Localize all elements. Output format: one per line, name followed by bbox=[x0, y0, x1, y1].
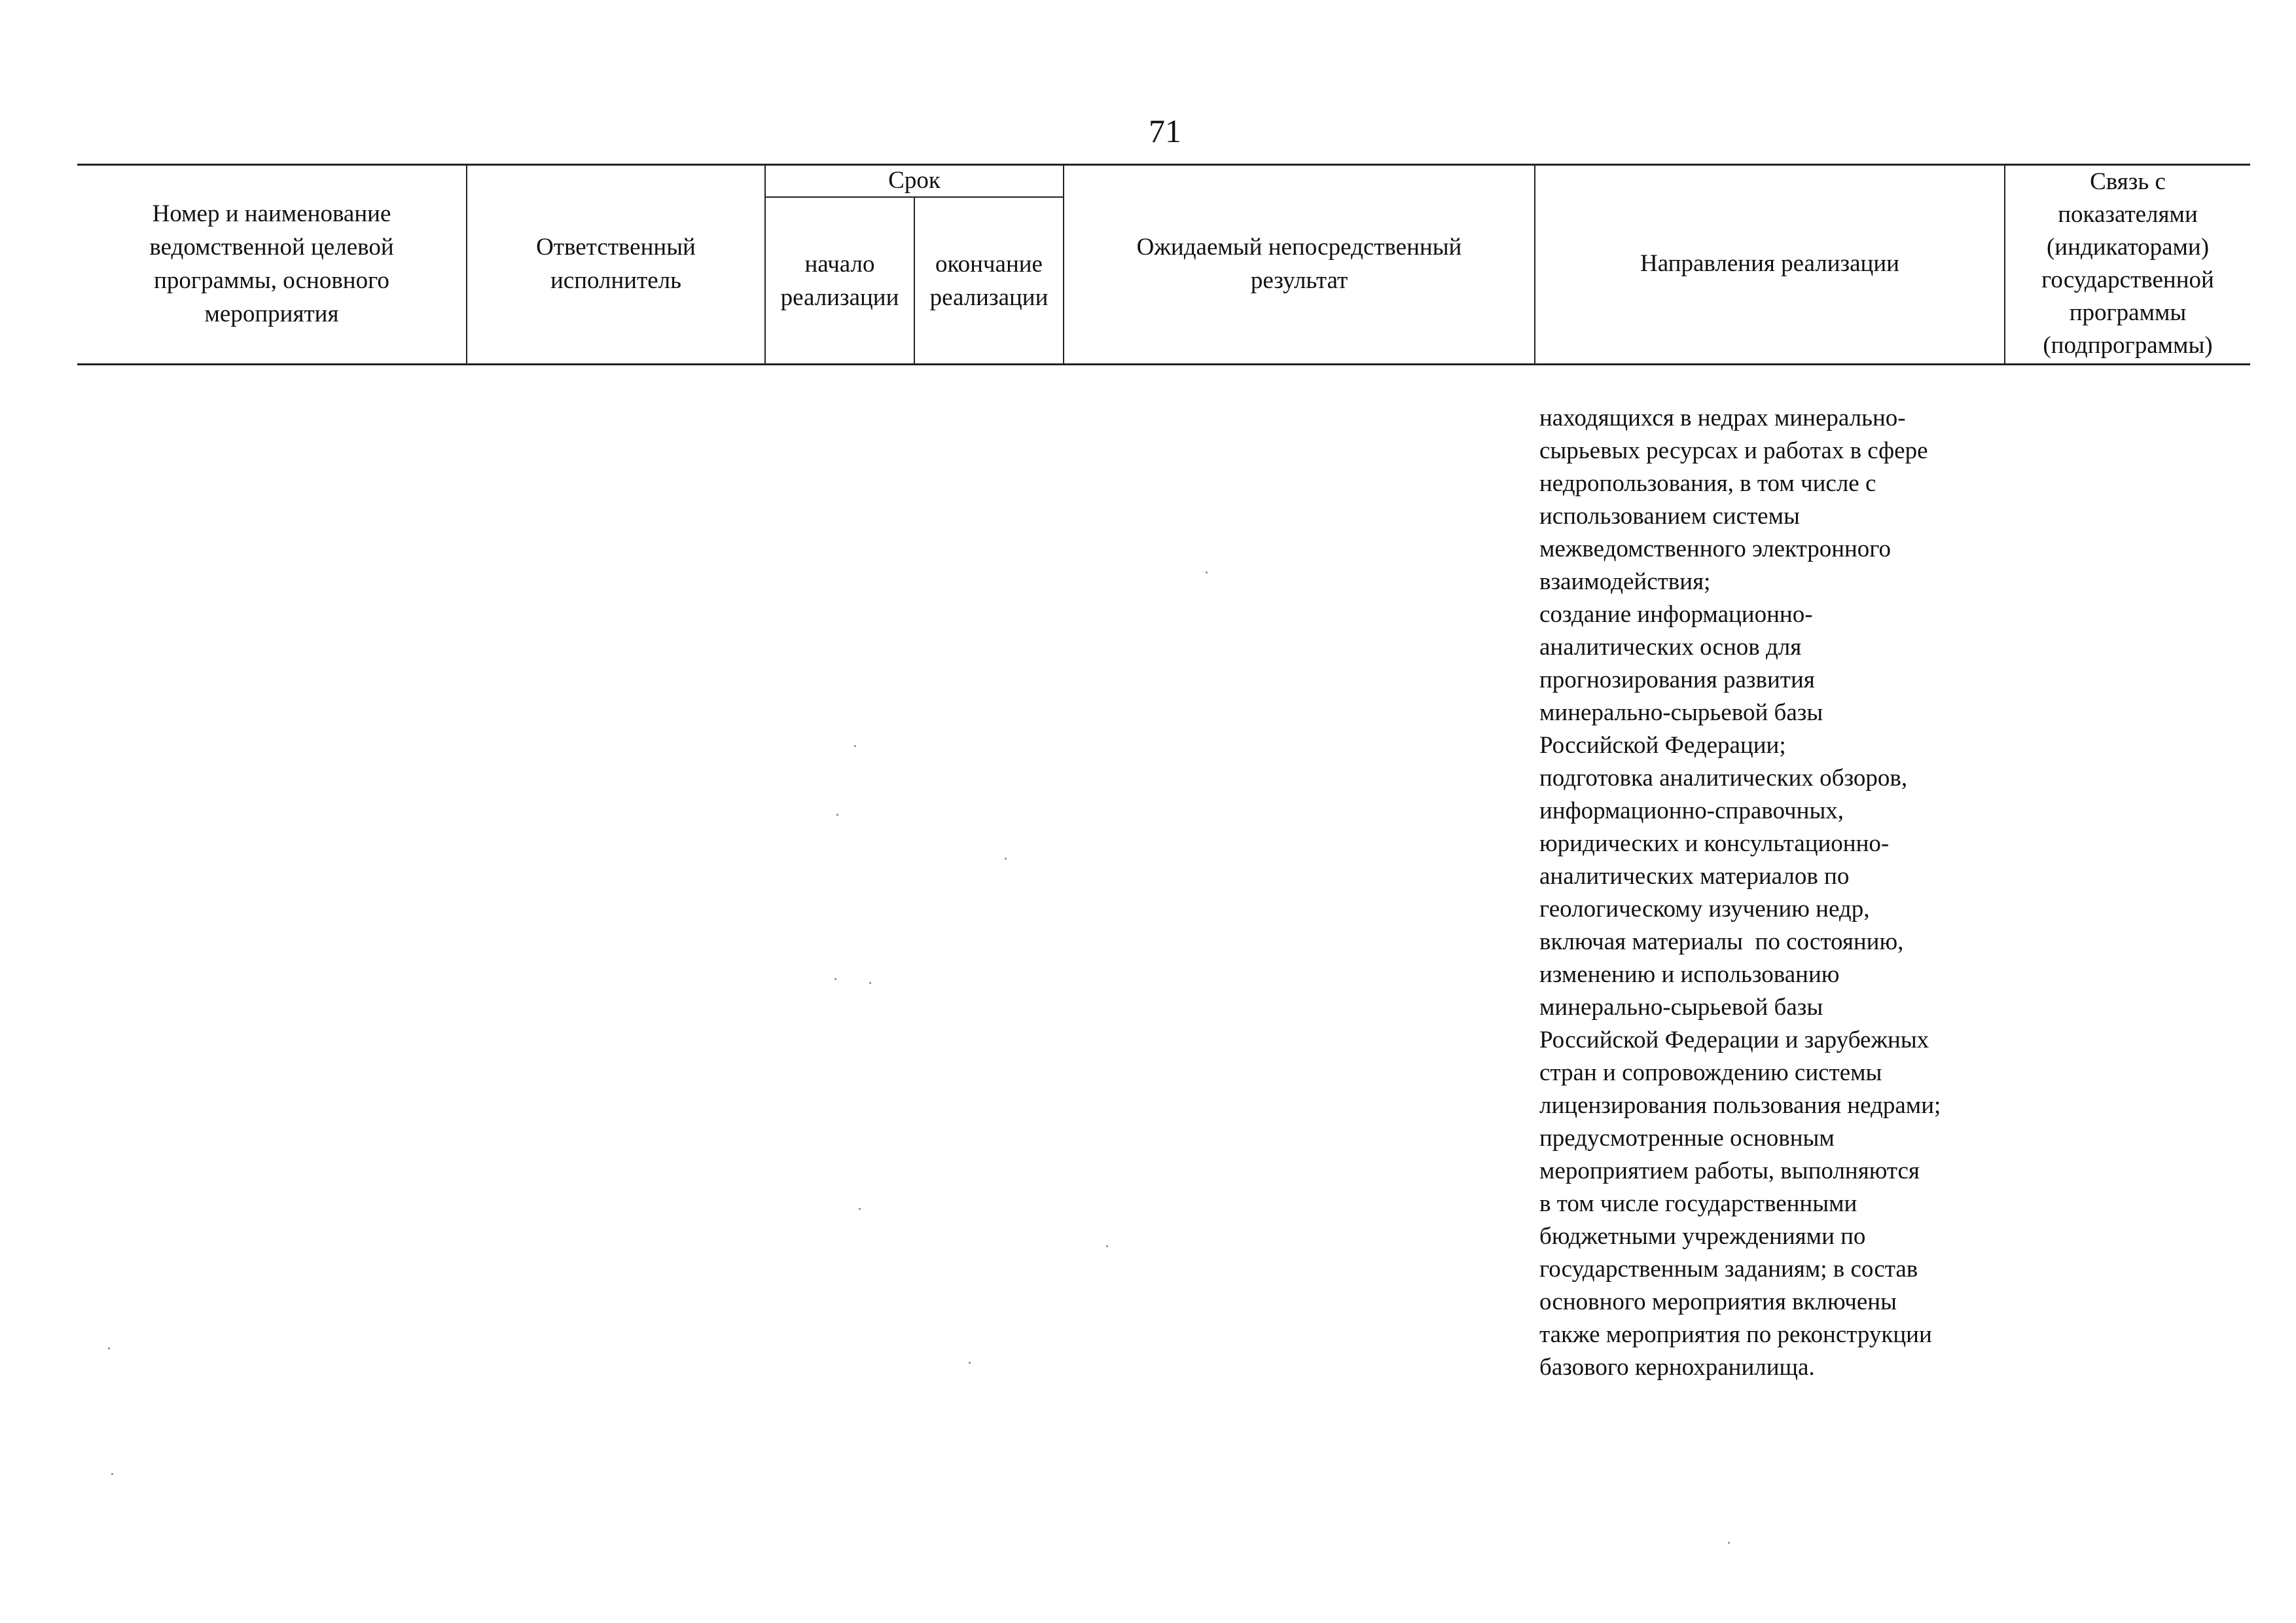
header-start-line: начало bbox=[804, 250, 875, 278]
header-link-line: (индикаторами) bbox=[2046, 233, 2210, 261]
header-program-line: мероприятия bbox=[204, 300, 339, 327]
directions-line: в том числе государственными bbox=[1539, 1190, 1857, 1217]
directions-line: взаимодействия; bbox=[1539, 568, 1711, 595]
directions-line: минерально-сырьевой базы bbox=[1539, 699, 1823, 726]
directions-line: включая материалы по состоянию, bbox=[1539, 928, 1904, 955]
header-program bbox=[77, 164, 466, 363]
directions-line: бюджетными учреждениями по bbox=[1539, 1223, 1866, 1250]
directions-line: также мероприятия по реконструкции bbox=[1539, 1321, 1932, 1348]
scan-speck bbox=[869, 982, 871, 984]
directions-line: юридических и консультационно- bbox=[1539, 830, 1890, 857]
scan-speck bbox=[854, 745, 856, 747]
scan-speck bbox=[834, 978, 836, 980]
header-directions-label: Направления реализации bbox=[1640, 250, 1899, 277]
scan-speck bbox=[111, 1473, 113, 1475]
directions-line: использованием системы bbox=[1539, 503, 1800, 530]
header-link-line: (подпрограммы) bbox=[2043, 331, 2213, 359]
header-program-line: ведомственной целевой bbox=[149, 233, 394, 261]
directions-line: Российской Федерации и зарубежных bbox=[1539, 1027, 1929, 1053]
directions-line: прогнозирования развития bbox=[1539, 666, 1815, 693]
header-bottom-rule bbox=[77, 363, 2250, 365]
header-program-line: Номер и наименование bbox=[152, 200, 391, 227]
table-header bbox=[77, 164, 2250, 363]
scan-speck bbox=[1005, 858, 1007, 860]
header-executor bbox=[467, 164, 764, 363]
scan-speck bbox=[836, 814, 838, 816]
directions-text bbox=[1539, 402, 2011, 1384]
directions-line: аналитических основ для bbox=[1539, 634, 1802, 661]
header-executor-line: Ответственный bbox=[536, 233, 696, 261]
scan-speck bbox=[969, 1362, 971, 1364]
header-start bbox=[766, 198, 914, 363]
scan-speck bbox=[1206, 572, 1208, 574]
header-program-line: программы, основного bbox=[154, 266, 389, 294]
header-start-line: реализации bbox=[780, 283, 899, 311]
scan-speck bbox=[108, 1347, 110, 1349]
header-link-line: Связь с bbox=[2090, 168, 2166, 195]
directions-line: основного мероприятия включены bbox=[1539, 1288, 1897, 1315]
scan-speck bbox=[1728, 1542, 1730, 1544]
header-end-line: реализации bbox=[929, 283, 1049, 311]
page-number: 71 bbox=[1149, 113, 1181, 149]
directions-line: создание информационно- bbox=[1539, 601, 1813, 628]
directions-line: базового кернохранилища. bbox=[1539, 1354, 1815, 1381]
directions-line: стран и сопровождению системы bbox=[1539, 1059, 1882, 1086]
directions-line: сырьевых ресурсах и работах в сфере bbox=[1539, 437, 1928, 464]
header-link-line: государственной bbox=[2041, 266, 2214, 293]
directions-line: Российской Федерации; bbox=[1539, 732, 1786, 759]
directions-line: аналитических материалов по bbox=[1539, 863, 1850, 890]
directions-line: мероприятием работы, выполняются bbox=[1539, 1158, 1920, 1184]
header-result-line: результат bbox=[1250, 266, 1348, 294]
directions-line: информационно-справочных, bbox=[1539, 797, 1844, 824]
directions-line: геологическому изучению недр, bbox=[1539, 896, 1870, 922]
directions-line: подготовка аналитических обзоров, bbox=[1539, 765, 1908, 792]
directions-line: недропользования, в том числе с bbox=[1539, 470, 1876, 497]
header-result-line: Ожидаемый непосредственный bbox=[1136, 233, 1462, 261]
directions-line: межведомственного электронного bbox=[1539, 536, 1892, 562]
header-directions bbox=[1535, 164, 2004, 363]
header-term-label: Срок bbox=[888, 166, 941, 194]
header-term bbox=[766, 164, 1063, 196]
header-end bbox=[915, 198, 1063, 363]
directions-line: лицензирования пользования недрами; bbox=[1539, 1092, 1941, 1119]
scan-speck bbox=[859, 1208, 861, 1210]
directions-line: минерально-сырьевой базы bbox=[1539, 994, 1823, 1021]
header-executor-line: исполнитель bbox=[550, 266, 682, 294]
directions-line: изменению и использованию bbox=[1539, 961, 1840, 988]
directions-line: предусмотренные основным bbox=[1539, 1125, 1835, 1152]
header-link-line: показателями bbox=[2058, 200, 2198, 228]
directions-line: государственным заданиям; в состав bbox=[1539, 1256, 1918, 1283]
scan-speck bbox=[1106, 1245, 1108, 1247]
header-link bbox=[2005, 164, 2250, 363]
directions-line: находящихся в недрах минерально- bbox=[1539, 405, 1906, 431]
header-end-line: окончание bbox=[935, 250, 1043, 278]
header-result bbox=[1064, 164, 1534, 363]
header-link-line: программы bbox=[2069, 299, 2187, 326]
